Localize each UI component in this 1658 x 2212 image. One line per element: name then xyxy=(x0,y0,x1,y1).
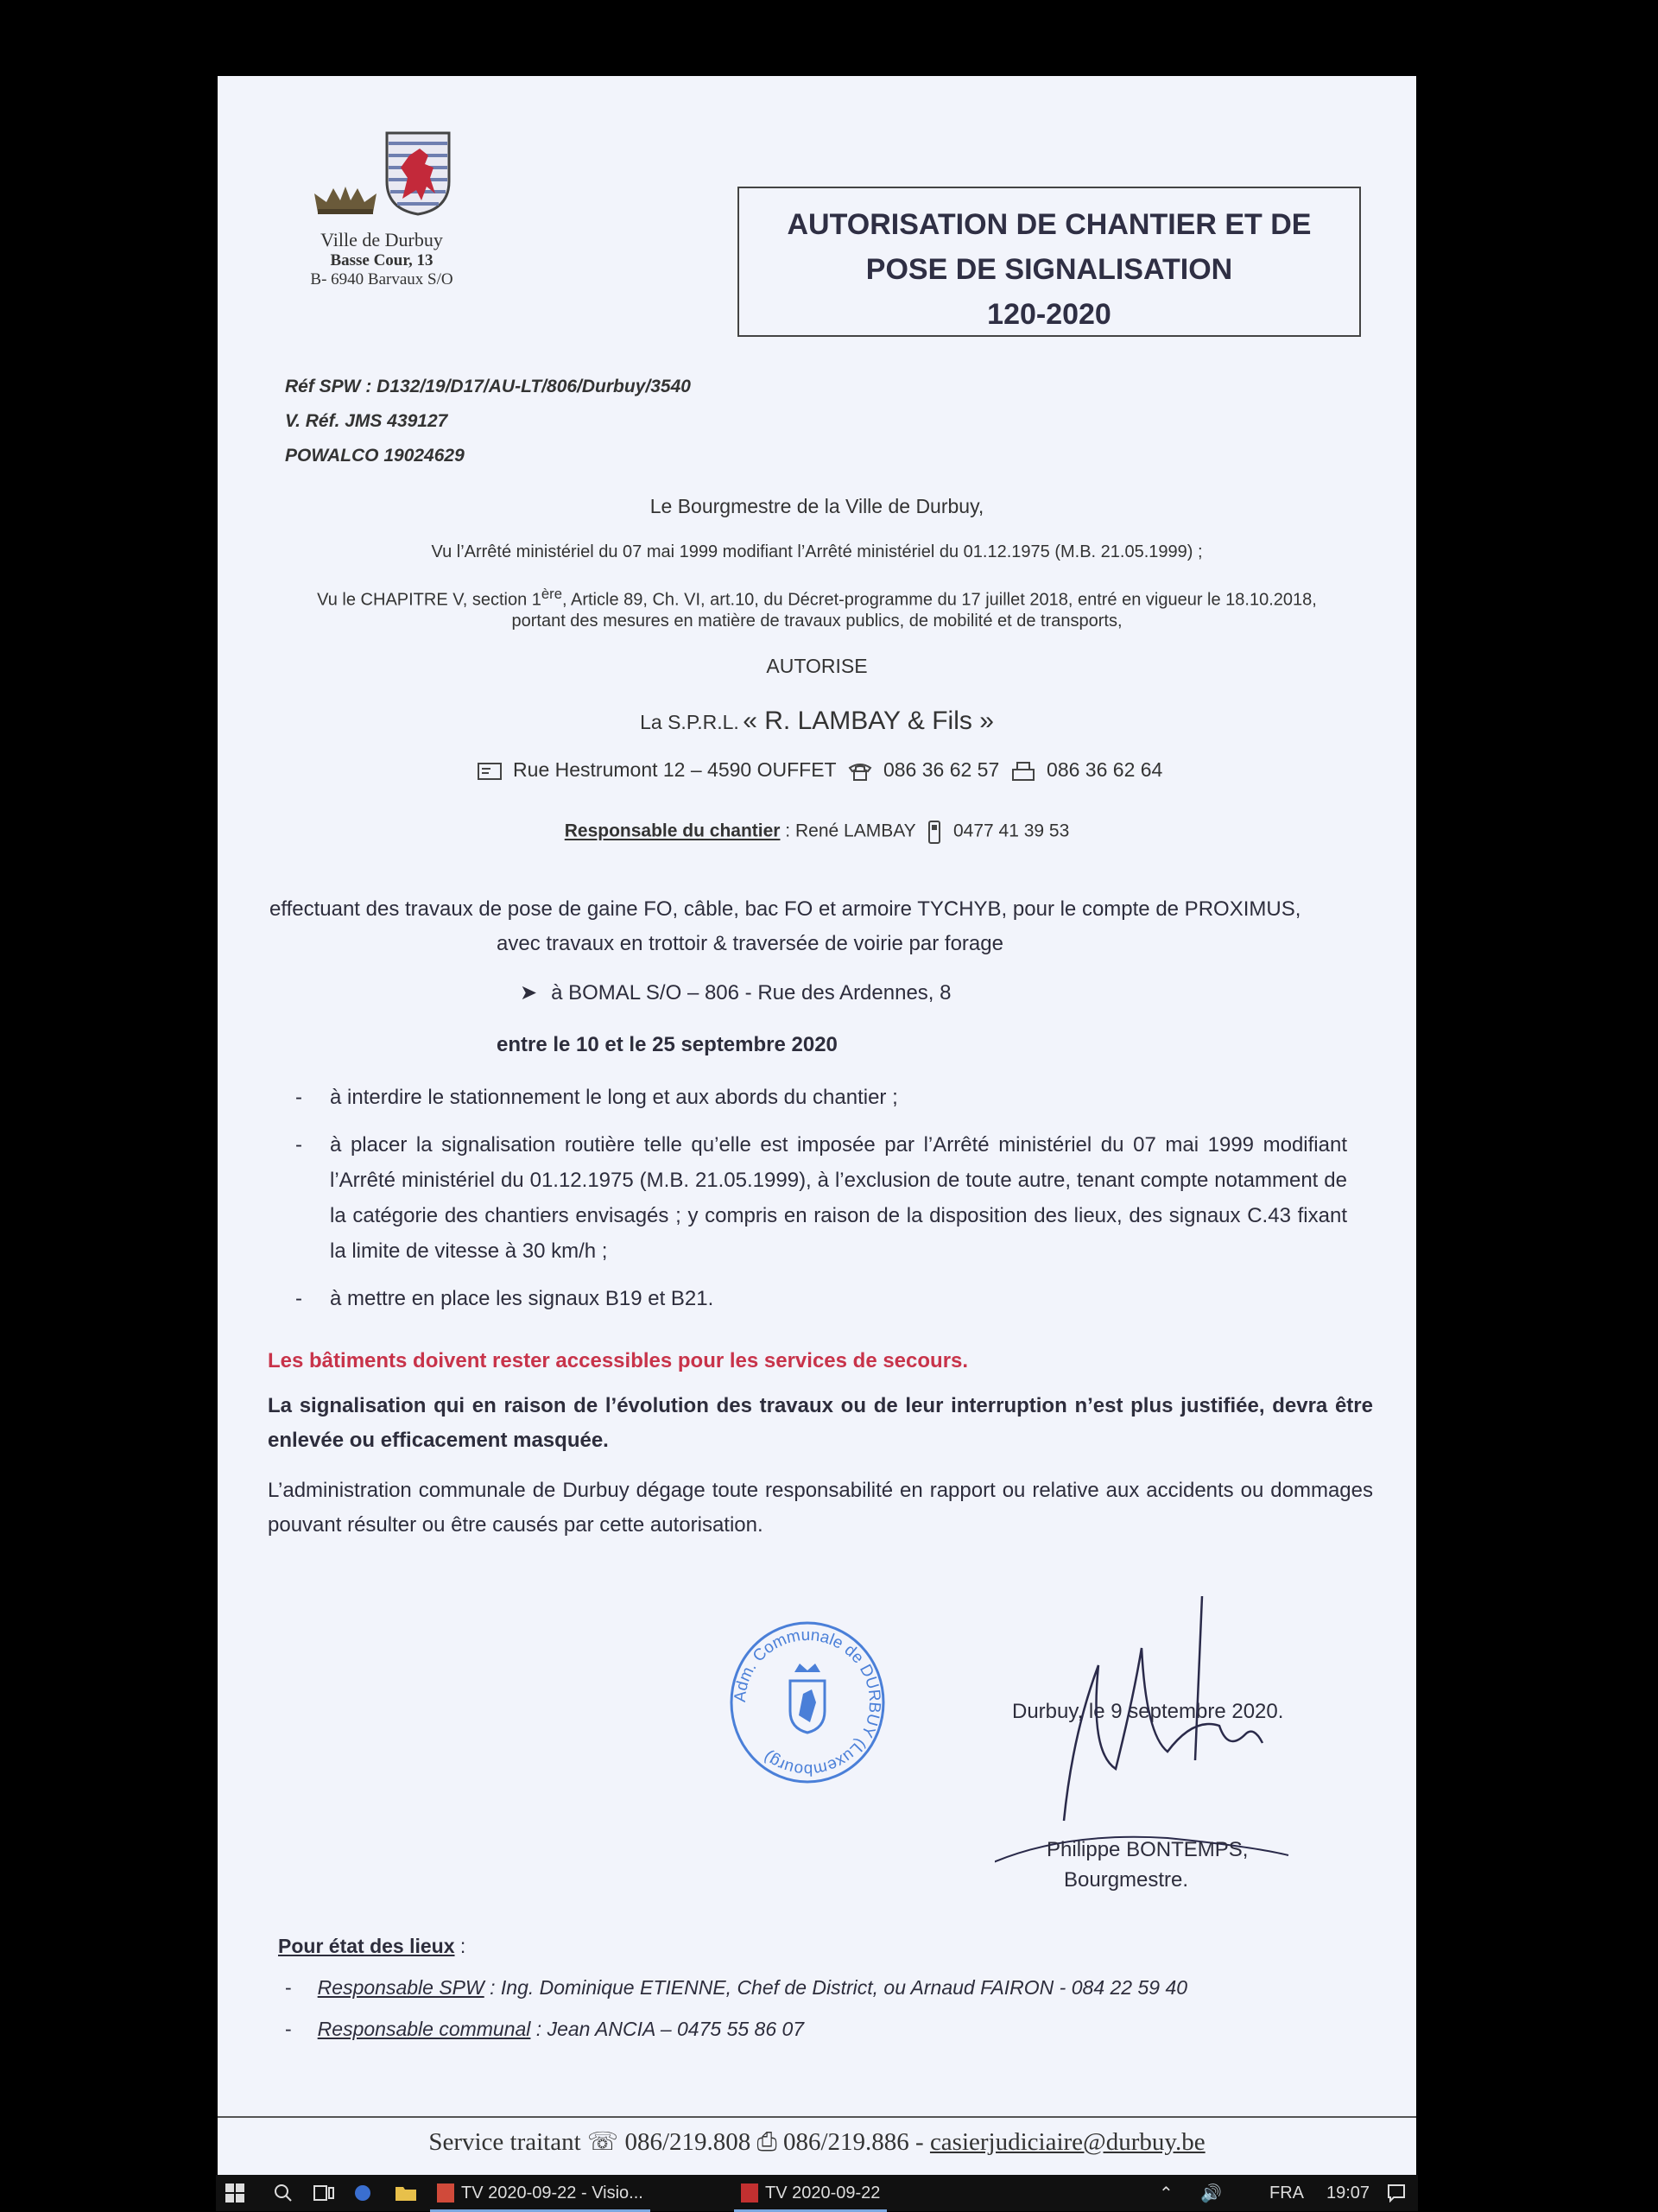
ref-spw: Réf SPW : D132/19/D17/AU-LT/806/Durbuy/3540 xyxy=(285,377,691,396)
taskbar-app-visio[interactable]: TV 2020-09-22 - Visio... xyxy=(430,2177,650,2212)
company-phone: 086 36 62 57 xyxy=(883,758,1000,781)
vu-line-1: Vu l’Arrêté ministériel du 07 mai 1999 modifiant l’Arrêté ministériel du 01.12.1975 (M.B. 21.05.1999) ; xyxy=(431,542,1203,561)
site-manager-label: Responsable du chantier xyxy=(564,821,781,841)
signature-block xyxy=(978,1562,1323,1924)
title-line-2: POSE DE SIGNALISATION xyxy=(865,253,1233,286)
list-item: - Responsable communal : Jean ANCIA – 0475 55 86 07 xyxy=(285,2018,805,2040)
autorise-heading: AUTORISE xyxy=(766,655,868,677)
letterhead xyxy=(295,130,468,289)
file-explorer-button[interactable] xyxy=(394,2180,418,2206)
liability-note: L’administration communale de Durbuy dégage toute responsabilité en rapport ou relative aux accidents ou dommages pouvant résulter ou être causés par cette autorisation. xyxy=(268,1479,1373,1537)
place-date: Durbuy, le 9 septembre 2020. xyxy=(1012,1700,1284,1723)
document-page xyxy=(218,76,1416,2175)
volume-icon: 🔊 xyxy=(1200,2183,1222,2203)
arrow-bullet-icon: ➤ xyxy=(520,981,538,1005)
vu-line-3: portant des mesures en matière de travaux publics, de mobilité et de transports, xyxy=(511,612,1123,631)
vu-line-2: Vu le CHAPITRE V, section 1ère, Article 89, Ch. VI, art.10, du Décret-programme du 17 juillet 2018, entré en vigueur le 18.10.2018, xyxy=(317,586,1317,610)
works-line-2: avec travaux en trottoir & traversée de voirie par forage xyxy=(497,932,1003,955)
volume-button[interactable] xyxy=(1200,2180,1222,2206)
language-indicator[interactable]: FRA xyxy=(1269,2183,1304,2202)
task-view-icon xyxy=(313,2183,335,2203)
task-view-button[interactable] xyxy=(313,2180,335,2206)
folder-icon xyxy=(394,2183,418,2203)
fax-icon: ⎙ xyxy=(756,2128,777,2156)
taskbar-app-pdf[interactable]: TV 2020-09-22 xyxy=(734,2177,887,2212)
system-tray-expand[interactable] xyxy=(1159,2180,1174,2206)
pdf-app-icon xyxy=(741,2183,758,2202)
chevron-up-icon: ⌃ xyxy=(1159,2183,1174,2203)
company-street: Rue Hestrumont 12 – 4590 OUFFET xyxy=(513,758,837,781)
list-item: - Responsable SPW : Ing. Dominique ETIENNE, Chef de District, ou Arnaud FAIRON - 084 22 59 40 xyxy=(285,1976,1188,1999)
company-name: « R. LAMBAY & Fils » xyxy=(743,707,994,735)
city-name: Ville de Durbuy xyxy=(320,229,443,250)
references xyxy=(285,370,691,473)
windows-start-button[interactable] xyxy=(225,2180,245,2206)
works-dates: entre le 10 et le 25 septembre 2020 xyxy=(497,1033,838,1056)
signer-role: Bourgmestre. xyxy=(1064,1868,1189,1892)
footer: Service traitant ☏ 086/219.808 ⎙ 086/219.886 - casierjudiciaire@durbuy.be xyxy=(428,2128,1206,2156)
title-line-1: AUTORISATION DE CHANTIER ET DE xyxy=(787,208,1312,241)
etat-des-lieux-heading: Pour état des lieux : xyxy=(278,1935,466,1957)
site-manager-name: : René LAMBAY xyxy=(780,821,916,841)
works-line-1: effectuant des travaux de pose de gaine FO, câble, bac FO et armoire TYCHYB, pour le compte de PROXIMUS, xyxy=(269,897,1301,921)
phone-icon: ☏ xyxy=(586,2128,619,2156)
ref-powalco: POWALCO 19024629 xyxy=(285,446,465,466)
city-address-line2: B- 6940 Barvaux S/O xyxy=(310,270,453,288)
title-number: 120-2020 xyxy=(987,298,1111,331)
site-manager xyxy=(218,819,1416,845)
bourgmestre-line: Le Bourgmestre de la Ville de Durbuy, xyxy=(649,495,984,517)
list-item: - à placer la signalisation routière telle qu’elle est imposée par l’Arrêté ministériel du 07 mai 1999 modifiant l’Arrêté ministériel du 01.12.1975 (M.B. 21.05.1999), à l’exclusion de toute autre, tenant compte notamment de la catégorie des chantiers envisagés ; y compris en raison de la disposition des lieux, des signaux C.43 fixant la limite de vitesse à 30 km/h ; xyxy=(295,1133,1347,1263)
works-location: ➤ à BOMAL S/O – 806 - Rue des Ardennes, 8 xyxy=(520,981,952,1005)
coat-of-arms-icon xyxy=(383,130,452,216)
list-item: - à interdire le stationnement le long et aux abords du chantier ; xyxy=(295,1086,898,1109)
signalisation-note: La signalisation qui en raison de l’évolution des travaux ou de leur interruption n’est plus justifiée, devra être enlevée ou efficacement masquée. xyxy=(268,1394,1373,1452)
document-app-icon xyxy=(437,2183,454,2202)
crown-icon xyxy=(311,185,380,216)
app-icon xyxy=(352,2183,373,2203)
footer-phone: 086/219.808 xyxy=(624,2128,751,2156)
search-icon xyxy=(273,2183,294,2203)
windows-logo-icon xyxy=(225,2183,245,2203)
footer-divider xyxy=(218,2116,1416,2118)
company-line xyxy=(218,707,1416,736)
signer-name: Philippe BONTEMPS, xyxy=(1047,1838,1249,1861)
company-contact xyxy=(218,758,1416,782)
municipal-stamp xyxy=(725,1620,889,1784)
footer-label: Service traitant xyxy=(428,2128,581,2156)
notification-icon xyxy=(1387,2183,1406,2202)
taskbar xyxy=(216,2175,1418,2211)
mobile-phone-icon xyxy=(926,819,943,845)
site-manager-gsm: 0477 41 39 53 xyxy=(952,821,1070,841)
footer-fax: 086/219.886 xyxy=(782,2128,909,2156)
conditions-list xyxy=(295,1080,1347,1328)
search-button[interactable] xyxy=(273,2180,294,2206)
clock[interactable]: 19:07 xyxy=(1326,2183,1370,2202)
list-item: - à mettre en place les signaux B19 et B21. xyxy=(295,1287,714,1310)
mail-icon xyxy=(477,761,503,782)
company-prefix: La S.P.R.L. xyxy=(640,711,739,733)
stamp-text: Adm. Communale de DURBUY (Luxembourg) xyxy=(731,1626,884,1779)
ref-v: V. Réf. JMS 439127 xyxy=(285,411,448,431)
document-title xyxy=(737,187,1361,337)
footer-email-link[interactable]: casierjudiciaire@durbuy.be xyxy=(929,2128,1206,2156)
notifications-button[interactable] xyxy=(1387,2180,1406,2206)
company-fax: 086 36 62 64 xyxy=(1047,758,1163,781)
taskbar-pinned-app[interactable] xyxy=(352,2180,373,2206)
phone-icon xyxy=(847,761,873,782)
emergency-access-note: Les bâtiments doivent rester accessibles pour les services de secours. xyxy=(268,1349,969,1372)
screen xyxy=(218,76,1416,2175)
city-address-line1: Basse Cour, 13 xyxy=(330,251,433,269)
fax-icon xyxy=(1010,761,1036,782)
